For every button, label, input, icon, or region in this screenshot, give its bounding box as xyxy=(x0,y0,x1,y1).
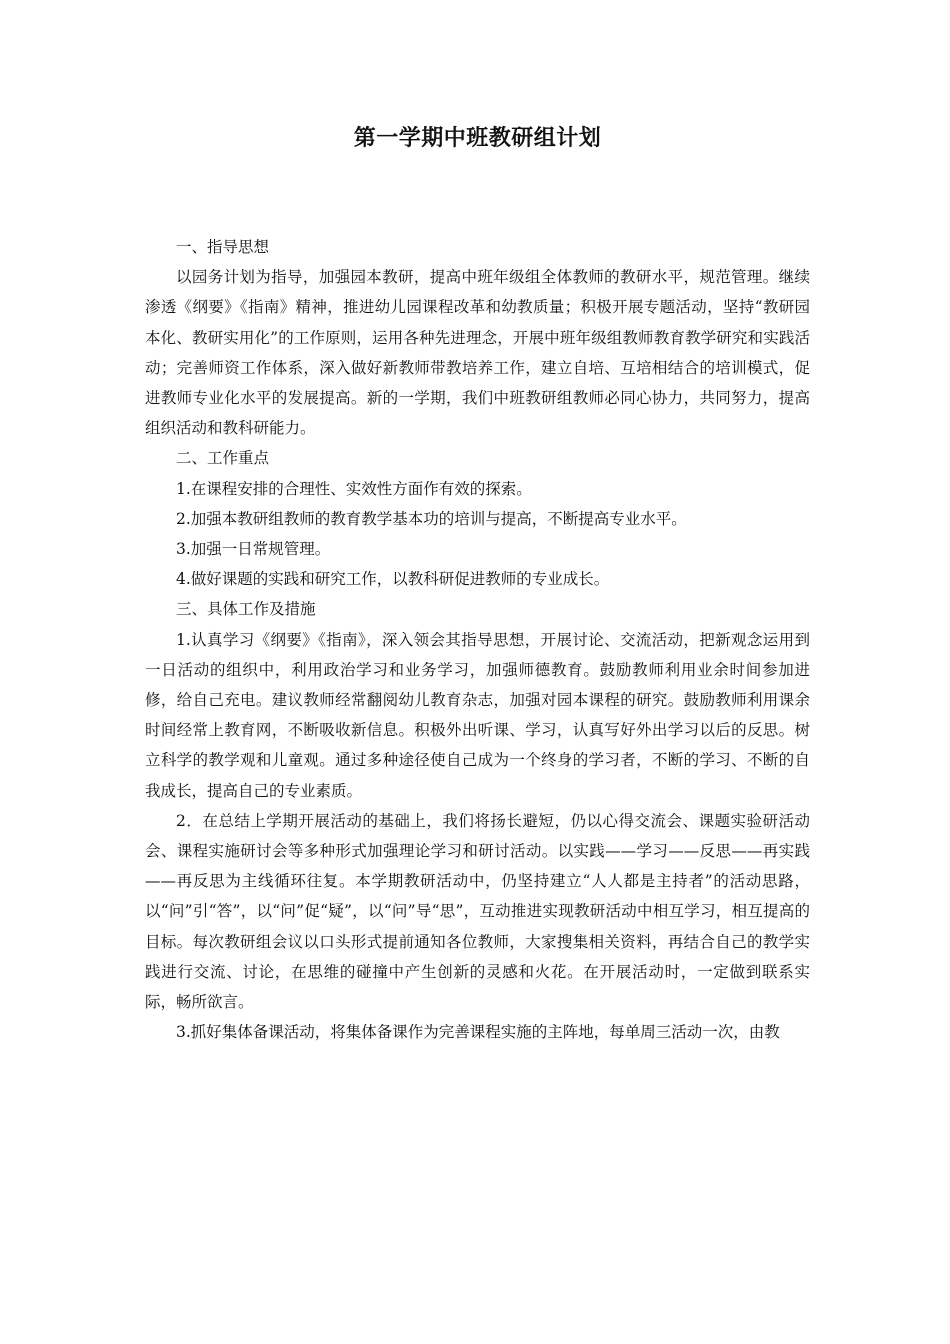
work-focus-item-2: 2.加强本教研组教师的教育教学基本功的培训与提高，不断提高专业水平。 xyxy=(176,509,687,528)
measure-item-2: 2．在总结上学期开展活动的基础上，我们将扬长避短，仍以心得交流会、课题实验研活动会、课程实施研讨会等多种形式加强理论学习和研讨活动。以实践——学习——反思——再实践——再反思为主线循环往复。本学期教研活动中，仍坚持建立“人人都是主持者”的活动思路，以“问”引“答”，以“问”促“疑”，以“问”导“思”，互动推进实现教研活动中相互学习，相互提高的目标。每次教研组会议以口头形式提前通知各位教师，大家搜集相关资料，再结合自己的教学实践进行交流、讨论，在思维的碰撞中产生创新的灵感和火花。在开展活动时，一定做到联系实际，畅所欲言。 xyxy=(145,811,810,1012)
section-heading-guiding-ideology: 一、指导思想 xyxy=(176,238,270,256)
work-focus-item-3: 3.加强一日常规管理。 xyxy=(176,540,331,559)
measure-item-1: 1.认真学习《纲要》《指南》，深入领会其指导思想，开展讨论、交流活动，把新观念运用到一日活动的组织中，利用政治学习和业务学习，加强师德教育。鼓励教师利用业余时间参加进修，给自己充电。建议教师经常翻阅幼儿教育杂志，加强对园本课程的研究。鼓励教师利用课余时间经常上教育网，不断吸收新信息。积极外出听课、学习，认真写好外出学习以后的反思。树立科学的教学观和儿童观。通过多种途径使自己成为一个终身的学习者，不断的学习、不断的自我成长，提高自己的专业素质。 xyxy=(145,630,810,800)
paragraph-guiding-ideology: 以园务计划为指导，加强园本教研，提高中班年级组全体教师的教研水平，规范管理。继续渗透《纲要》《指南》精神，推进幼儿园课程改革和幼教质量；积极开展专题活动，坚持“教研园本化、教研实用化”的工作原则，运用各种先进理念，开展中班年级组教师教育教学研究和实践活动；完善师资工作体系，深入做好新教师带教培养工作，建立自培、互培相结合的培训模式，促进教师专业化水平的发展提高。新的一学期，我们中班教研组教师必同心协力，共同努力，提高组织活动和教科研能力。 xyxy=(145,268,810,438)
document-title: 第一学期中班教研组计划 xyxy=(353,125,602,151)
work-focus-item-1: 1.在课程安排的合理性、实效性方面作有效的探索。 xyxy=(176,479,532,498)
document-body xyxy=(145,232,810,1047)
section-heading-work-focus: 二、工作重点 xyxy=(176,449,270,468)
measure-item-3: 3.抓好集体备课活动，将集体备课作为完善课程实施的主阵地，每单周三活动一次，由教 xyxy=(176,1023,780,1042)
work-focus-item-4: 4.做好课题的实践和研究工作，以教科研促进教师的专业成长。 xyxy=(176,570,610,589)
section-heading-measures: 三、具体工作及措施 xyxy=(176,600,316,619)
